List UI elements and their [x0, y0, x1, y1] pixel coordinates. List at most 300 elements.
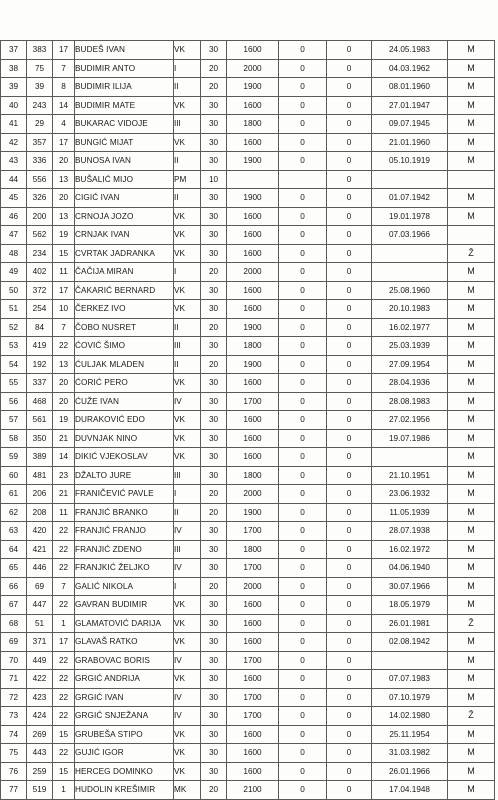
hours-cell: 30: [201, 614, 227, 633]
qualification-cell: I: [174, 577, 201, 596]
row-number-cell: 64: [1, 540, 27, 559]
row-number-cell: 66: [1, 577, 27, 596]
unit-code-cell: 21: [53, 485, 75, 504]
row-number-cell: 73: [1, 707, 27, 726]
row-number-cell: 54: [1, 355, 27, 374]
hours-cell: 30: [201, 540, 227, 559]
extra-value-b-cell: 0: [327, 614, 372, 633]
hours-cell: 20: [201, 318, 227, 337]
amount-cell: 2000: [227, 485, 279, 504]
employee-id-cell: 422: [27, 670, 53, 689]
employee-id-cell: 259: [27, 762, 53, 781]
amount-cell: 1900: [227, 355, 279, 374]
qualification-cell: II: [174, 318, 201, 337]
qualification-cell: II: [174, 78, 201, 97]
birth-date-cell: 01.07.1942: [372, 189, 448, 208]
employee-name-cell: ČERKEZ IVO: [75, 300, 174, 319]
extra-value-b-cell: 0: [327, 59, 372, 78]
qualification-cell: IV: [174, 522, 201, 541]
extra-value-a-cell: 0: [279, 707, 327, 726]
hours-cell: 20: [201, 485, 227, 504]
gender-cell: M: [448, 781, 495, 800]
birth-date-cell: 20.10.1983: [372, 300, 448, 319]
employee-id-cell: 481: [27, 466, 53, 485]
hours-cell: 30: [201, 429, 227, 448]
table-row: [1, 244, 495, 263]
amount-cell: 1600: [227, 41, 279, 60]
extra-value-b-cell: 0: [327, 115, 372, 134]
table-row: [1, 59, 495, 78]
extra-value-a-cell: 0: [279, 226, 327, 245]
row-number-cell: 77: [1, 781, 27, 800]
unit-code-cell: 23: [53, 466, 75, 485]
extra-value-a-cell: 0: [279, 411, 327, 430]
extra-value-b-cell: 0: [327, 707, 372, 726]
extra-value-b-cell: 0: [327, 503, 372, 522]
amount-cell: 1600: [227, 133, 279, 152]
amount-cell: 1600: [227, 281, 279, 300]
table-row: [1, 522, 495, 541]
table-row: [1, 281, 495, 300]
hours-cell: 30: [201, 688, 227, 707]
birth-date-cell: 07.07.1983: [372, 670, 448, 689]
hours-cell: 20: [201, 263, 227, 282]
qualification-cell: IV: [174, 651, 201, 670]
qualification-cell: VK: [174, 633, 201, 652]
amount-cell: 2000: [227, 263, 279, 282]
amount-cell: 1700: [227, 559, 279, 578]
extra-value-b-cell: 0: [327, 429, 372, 448]
qualification-cell: PM: [174, 170, 201, 189]
qualification-cell: III: [174, 540, 201, 559]
extra-value-a-cell: 0: [279, 503, 327, 522]
extra-value-a-cell: 0: [279, 133, 327, 152]
extra-value-a-cell: 0: [279, 633, 327, 652]
row-number-cell: 72: [1, 688, 27, 707]
table-row: [1, 133, 495, 152]
gender-cell: M: [448, 762, 495, 781]
birth-date-cell: 23.06.1932: [372, 485, 448, 504]
unit-code-cell: 17: [53, 281, 75, 300]
employee-id-cell: 336: [27, 152, 53, 171]
unit-code-cell: 7: [53, 577, 75, 596]
employee-name-cell: BUDIMIR ANTO: [75, 59, 174, 78]
unit-code-cell: 7: [53, 59, 75, 78]
qualification-cell: VK: [174, 448, 201, 467]
gender-cell: M: [448, 374, 495, 393]
unit-code-cell: 20: [53, 189, 75, 208]
employee-id-cell: 423: [27, 688, 53, 707]
unit-code-cell: 15: [53, 762, 75, 781]
table-row: [1, 670, 495, 689]
table-row: [1, 503, 495, 522]
gender-cell: M: [448, 744, 495, 763]
unit-code-cell: 17: [53, 633, 75, 652]
extra-value-a-cell: 0: [279, 152, 327, 171]
gender-cell: M: [448, 189, 495, 208]
birth-date-cell: 11.05.1939: [372, 503, 448, 522]
unit-code-cell: 20: [53, 152, 75, 171]
table-row: [1, 707, 495, 726]
extra-value-a-cell: 0: [279, 744, 327, 763]
employee-id-cell: 75: [27, 59, 53, 78]
birth-date-cell: 25.03.1939: [372, 337, 448, 356]
table-row: [1, 170, 495, 189]
hours-cell: 30: [201, 725, 227, 744]
qualification-cell: III: [174, 337, 201, 356]
hours-cell: 30: [201, 707, 227, 726]
gender-cell: M: [448, 485, 495, 504]
hours-cell: 30: [201, 244, 227, 263]
extra-value-b-cell: 0: [327, 189, 372, 208]
employee-name-cell: CRNOJA JOZO: [75, 207, 174, 226]
hours-cell: 30: [201, 133, 227, 152]
amount-cell: 1600: [227, 448, 279, 467]
extra-value-a-cell: 0: [279, 337, 327, 356]
employee-name-cell: CIGIĆ IVAN: [75, 189, 174, 208]
row-number-cell: 67: [1, 596, 27, 615]
table-row: [1, 374, 495, 393]
gender-cell: M: [448, 263, 495, 282]
gender-cell: M: [448, 670, 495, 689]
gender-cell: Ž: [448, 244, 495, 263]
qualification-cell: II: [174, 189, 201, 208]
table-row: [1, 392, 495, 411]
row-number-cell: 65: [1, 559, 27, 578]
row-number-cell: 60: [1, 466, 27, 485]
qualification-cell: VK: [174, 41, 201, 60]
employee-name-cell: DIKIĆ VJEKOSLAV: [75, 448, 174, 467]
employee-id-cell: 208: [27, 503, 53, 522]
table-row: [1, 688, 495, 707]
gender-cell: M: [448, 596, 495, 615]
birth-date-cell: [372, 244, 448, 263]
extra-value-b-cell: 0: [327, 522, 372, 541]
hours-cell: 30: [201, 762, 227, 781]
table-row: [1, 725, 495, 744]
table-row: [1, 41, 495, 60]
amount-cell: 1600: [227, 207, 279, 226]
employee-name-cell: ĆULJAK MLADEN: [75, 355, 174, 374]
unit-code-cell: 17: [53, 133, 75, 152]
extra-value-b-cell: 0: [327, 41, 372, 60]
row-number-cell: 43: [1, 152, 27, 171]
gender-cell: M: [448, 633, 495, 652]
unit-code-cell: 15: [53, 244, 75, 263]
gender-cell: [448, 226, 495, 245]
birth-date-cell: 26.01.1966: [372, 762, 448, 781]
row-number-cell: 40: [1, 96, 27, 115]
unit-code-cell: 22: [53, 707, 75, 726]
qualification-cell: VK: [174, 300, 201, 319]
row-number-cell: 42: [1, 133, 27, 152]
amount-cell: 1600: [227, 744, 279, 763]
employee-name-cell: FRANJIĆ BRANKO: [75, 503, 174, 522]
gender-cell: M: [448, 503, 495, 522]
employee-id-cell: 556: [27, 170, 53, 189]
unit-code-cell: 20: [53, 374, 75, 393]
employee-id-cell: 519: [27, 781, 53, 800]
employee-name-cell: GUJIĆ IGOR: [75, 744, 174, 763]
qualification-cell: II: [174, 355, 201, 374]
table-row: [1, 762, 495, 781]
table-row: [1, 429, 495, 448]
row-number-cell: 58: [1, 429, 27, 448]
unit-code-cell: 22: [53, 559, 75, 578]
row-number-cell: 74: [1, 725, 27, 744]
qualification-cell: VK: [174, 429, 201, 448]
gender-cell: M: [448, 96, 495, 115]
extra-value-a-cell: 0: [279, 670, 327, 689]
employee-id-cell: 420: [27, 522, 53, 541]
birth-date-cell: 09.07.1945: [372, 115, 448, 134]
birth-date-cell: 21.01.1960: [372, 133, 448, 152]
employee-name-cell: GRGIĆ SNJEŽANA: [75, 707, 174, 726]
hours-cell: 20: [201, 355, 227, 374]
employee-name-cell: GRABOVAC BORIS: [75, 651, 174, 670]
page-top-margin: [0, 0, 498, 40]
amount-cell: 1700: [227, 707, 279, 726]
qualification-cell: VK: [174, 244, 201, 263]
birth-date-cell: 28.07.1938: [372, 522, 448, 541]
hours-cell: 30: [201, 226, 227, 245]
employee-id-cell: 449: [27, 651, 53, 670]
extra-value-a-cell: 0: [279, 688, 327, 707]
employee-id-cell: 372: [27, 281, 53, 300]
birth-date-cell: 27.09.1954: [372, 355, 448, 374]
extra-value-a-cell: 0: [279, 41, 327, 60]
extra-value-a-cell: 0: [279, 540, 327, 559]
table-row: [1, 189, 495, 208]
table-row: [1, 263, 495, 282]
birth-date-cell: 26.01.1981: [372, 614, 448, 633]
birth-date-cell: 30.07.1966: [372, 577, 448, 596]
qualification-cell: I: [174, 485, 201, 504]
birth-date-cell: 28.08.1983: [372, 392, 448, 411]
unit-code-cell: 1: [53, 614, 75, 633]
gender-cell: M: [448, 429, 495, 448]
amount-cell: 2000: [227, 59, 279, 78]
table-row: [1, 485, 495, 504]
gender-cell: M: [448, 318, 495, 337]
extra-value-a-cell: 0: [279, 281, 327, 300]
table-row: [1, 207, 495, 226]
unit-code-cell: 14: [53, 96, 75, 115]
employee-name-cell: DŽALTO JURE: [75, 466, 174, 485]
qualification-cell: I: [174, 59, 201, 78]
birth-date-cell: 25.08.1960: [372, 281, 448, 300]
row-number-cell: 59: [1, 448, 27, 467]
employee-id-cell: 234: [27, 244, 53, 263]
birth-date-cell: 31.03.1982: [372, 744, 448, 763]
table-row: [1, 411, 495, 430]
employee-name-cell: BUDEŠ IVAN: [75, 41, 174, 60]
extra-value-b-cell: 0: [327, 781, 372, 800]
employee-id-cell: 402: [27, 263, 53, 282]
row-number-cell: 76: [1, 762, 27, 781]
gender-cell: M: [448, 466, 495, 485]
employee-name-cell: ĆORIĆ PERO: [75, 374, 174, 393]
hours-cell: 30: [201, 392, 227, 411]
employee-name-cell: BUNGIĆ MIJAT: [75, 133, 174, 152]
employee-id-cell: 421: [27, 540, 53, 559]
employee-id-cell: 424: [27, 707, 53, 726]
birth-date-cell: 05.10.1919: [372, 152, 448, 171]
extra-value-b-cell: 0: [327, 374, 372, 393]
extra-value-a-cell: 0: [279, 207, 327, 226]
row-number-cell: 53: [1, 337, 27, 356]
amount-cell: 1800: [227, 540, 279, 559]
extra-value-a-cell: 0: [279, 522, 327, 541]
extra-value-a-cell: 0: [279, 374, 327, 393]
extra-value-a-cell: 0: [279, 448, 327, 467]
amount-cell: 1700: [227, 651, 279, 670]
employee-id-cell: 383: [27, 41, 53, 60]
unit-code-cell: 20: [53, 392, 75, 411]
unit-code-cell: 13: [53, 170, 75, 189]
table-row: [1, 115, 495, 134]
row-number-cell: 57: [1, 411, 27, 430]
extra-value-a-cell: 0: [279, 577, 327, 596]
employee-name-cell: DURAKOVIĆ EDO: [75, 411, 174, 430]
extra-value-b-cell: 0: [327, 596, 372, 615]
gender-cell: M: [448, 207, 495, 226]
table-row: [1, 448, 495, 467]
hours-cell: 30: [201, 374, 227, 393]
amount-cell: 1600: [227, 614, 279, 633]
extra-value-b-cell: 0: [327, 281, 372, 300]
extra-value-a-cell: 0: [279, 429, 327, 448]
employee-name-cell: BUŠALIĆ MIJO: [75, 170, 174, 189]
gender-cell: M: [448, 41, 495, 60]
employee-name-cell: GALIĆ NIKOLA: [75, 577, 174, 596]
extra-value-b-cell: 0: [327, 744, 372, 763]
qualification-cell: VK: [174, 281, 201, 300]
employee-id-cell: 206: [27, 485, 53, 504]
birth-date-cell: 04.03.1962: [372, 59, 448, 78]
qualification-cell: VK: [174, 744, 201, 763]
employee-name-cell: BUDIMIR ILIJA: [75, 78, 174, 97]
registry-table-body: [1, 41, 495, 800]
birth-date-cell: 17.04.1948: [372, 781, 448, 800]
row-number-cell: 45: [1, 189, 27, 208]
extra-value-a-cell: 0: [279, 485, 327, 504]
table-row: [1, 614, 495, 633]
birth-date-cell: 24.05.1983: [372, 41, 448, 60]
table-row: [1, 633, 495, 652]
hours-cell: 20: [201, 577, 227, 596]
amount-cell: 1600: [227, 596, 279, 615]
employee-id-cell: 200: [27, 207, 53, 226]
gender-cell: M: [448, 448, 495, 467]
employee-name-cell: ČAČIJA MIRAN: [75, 263, 174, 282]
birth-date-cell: 25.11.1954: [372, 725, 448, 744]
extra-value-a-cell: 0: [279, 762, 327, 781]
extra-value-b-cell: 0: [327, 651, 372, 670]
extra-value-b-cell: 0: [327, 392, 372, 411]
extra-value-b-cell: 0: [327, 170, 372, 189]
amount-cell: 1700: [227, 392, 279, 411]
amount-cell: 1600: [227, 374, 279, 393]
hours-cell: 30: [201, 337, 227, 356]
table-row: [1, 96, 495, 115]
gender-cell: M: [448, 152, 495, 171]
amount-cell: 1700: [227, 522, 279, 541]
hours-cell: 30: [201, 522, 227, 541]
extra-value-b-cell: 0: [327, 725, 372, 744]
employee-id-cell: 337: [27, 374, 53, 393]
extra-value-b-cell: 0: [327, 466, 372, 485]
extra-value-a-cell: 0: [279, 59, 327, 78]
employee-id-cell: 84: [27, 318, 53, 337]
employee-id-cell: 389: [27, 448, 53, 467]
extra-value-b-cell: 0: [327, 577, 372, 596]
hours-cell: 30: [201, 559, 227, 578]
row-number-cell: 62: [1, 503, 27, 522]
qualification-cell: IV: [174, 707, 201, 726]
birth-date-cell: 02.08.1942: [372, 633, 448, 652]
employee-id-cell: 447: [27, 596, 53, 615]
employee-id-cell: 51: [27, 614, 53, 633]
qualification-cell: IV: [174, 559, 201, 578]
row-number-cell: 44: [1, 170, 27, 189]
unit-code-cell: 11: [53, 503, 75, 522]
employee-name-cell: FRANJIĆ FRANJO: [75, 522, 174, 541]
extra-value-a-cell: 0: [279, 781, 327, 800]
employee-name-cell: GRUBEŠA STIPO: [75, 725, 174, 744]
extra-value-a-cell: 0: [279, 614, 327, 633]
birth-date-cell: 16.02.1972: [372, 540, 448, 559]
qualification-cell: IV: [174, 688, 201, 707]
extra-value-b-cell: 0: [327, 448, 372, 467]
employee-id-cell: 243: [27, 96, 53, 115]
amount-cell: 1600: [227, 762, 279, 781]
unit-code-cell: 22: [53, 688, 75, 707]
amount-cell: 1600: [227, 429, 279, 448]
hours-cell: 30: [201, 466, 227, 485]
extra-value-a-cell: 0: [279, 263, 327, 282]
amount-cell: 2100: [227, 781, 279, 800]
birth-date-cell: [372, 263, 448, 282]
employee-name-cell: HUDOLIN KREŠIMIR: [75, 781, 174, 800]
gender-cell: M: [448, 651, 495, 670]
amount-cell: 1600: [227, 244, 279, 263]
employee-id-cell: 326: [27, 189, 53, 208]
unit-code-cell: 13: [53, 355, 75, 374]
gender-cell: M: [448, 281, 495, 300]
table-row: [1, 355, 495, 374]
extra-value-a-cell: 0: [279, 96, 327, 115]
extra-value-b-cell: 0: [327, 152, 372, 171]
birth-date-cell: 04.06.1940: [372, 559, 448, 578]
employee-name-cell: BUNOSA IVAN: [75, 152, 174, 171]
amount-cell: 1600: [227, 96, 279, 115]
qualification-cell: IV: [174, 392, 201, 411]
employee-name-cell: GRGIĆ IVAN: [75, 688, 174, 707]
employee-name-cell: CRNJAK IVAN: [75, 226, 174, 245]
gender-cell: M: [448, 688, 495, 707]
row-number-cell: 51: [1, 300, 27, 319]
employee-id-cell: 443: [27, 744, 53, 763]
birth-date-cell: 27.01.1947: [372, 96, 448, 115]
extra-value-a-cell: 0: [279, 355, 327, 374]
extra-value-b-cell: 0: [327, 633, 372, 652]
extra-value-a-cell: 0: [279, 78, 327, 97]
unit-code-cell: 22: [53, 337, 75, 356]
gender-cell: M: [448, 115, 495, 134]
extra-value-b-cell: 0: [327, 762, 372, 781]
birth-date-cell: 07.03.1966: [372, 226, 448, 245]
